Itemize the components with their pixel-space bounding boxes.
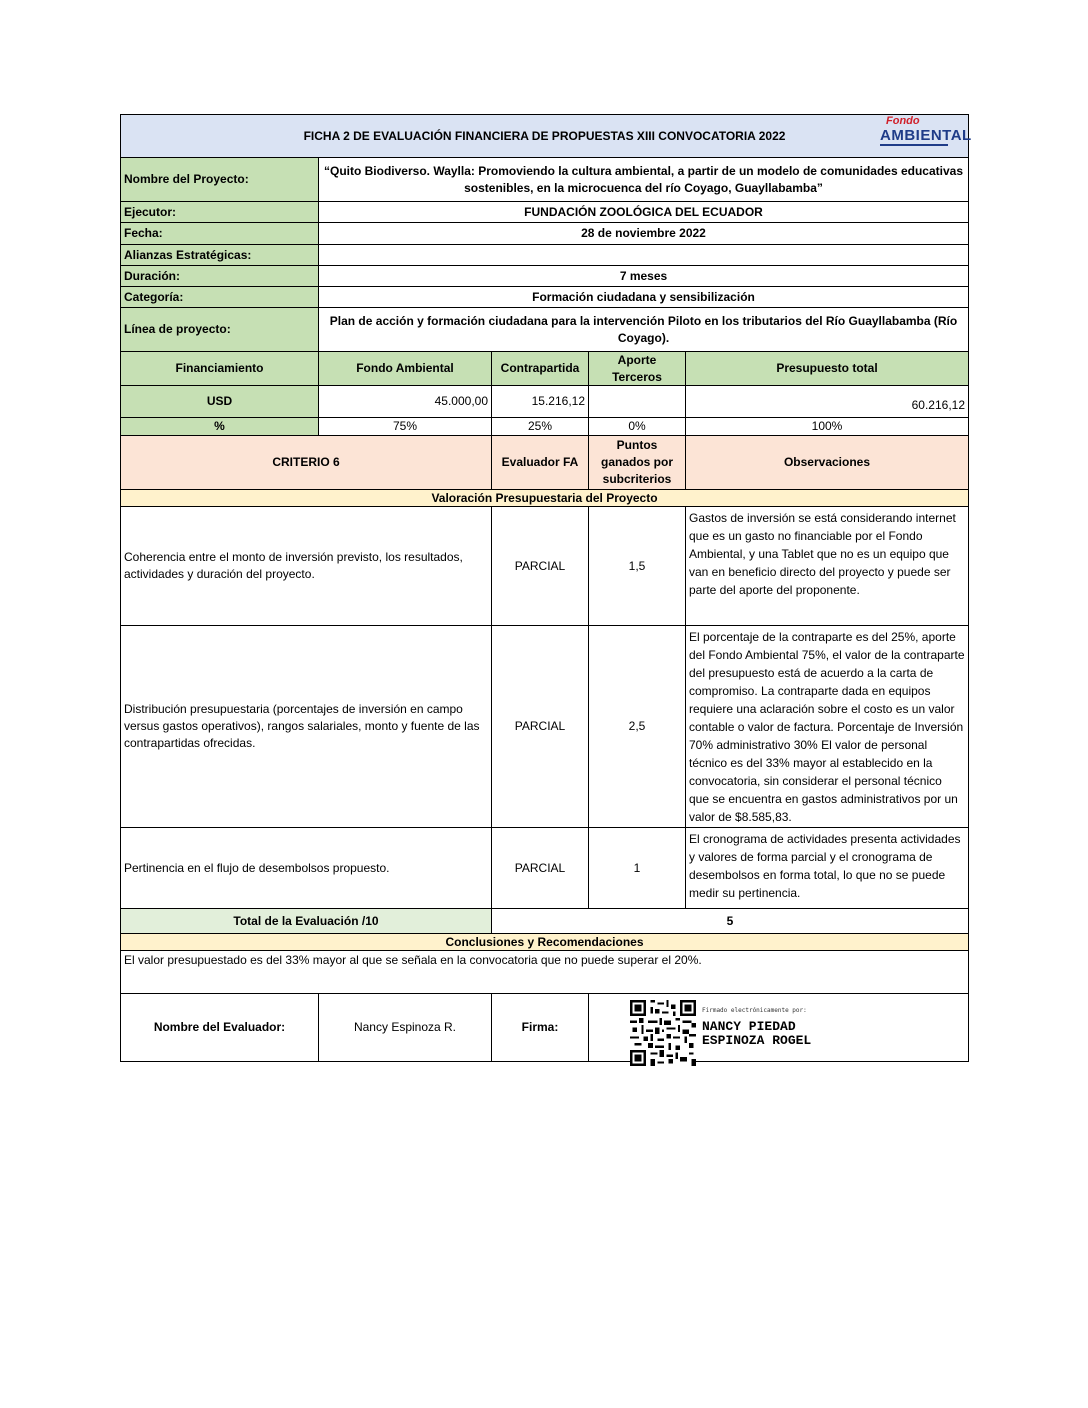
linea-label: Línea de proyecto: [120, 307, 319, 352]
usd-fondo: 45.000,00 [318, 385, 492, 418]
conclusiones-text: El valor presupuestado es del 33% mayor al que se señala en la convocatoria que no puede superar el 20%. [120, 950, 969, 994]
criterio-row-3-desc: Pertinencia en el flujo de desembolsos propuesto. [120, 827, 492, 909]
criterio-header: CRITERIO 6 [120, 435, 492, 490]
usd-terceros [588, 385, 686, 418]
total-label: Total de la Evaluación /10 [120, 908, 492, 934]
qr-code-icon [630, 1000, 696, 1066]
sheet-title-text: FICHA 2 DE EVALUACIÓN FINANCIERA DE PROPUESTAS XIII CONVOCATORIA 2022 [303, 128, 786, 143]
criterio-row-2-eval: PARCIAL [491, 625, 589, 828]
criterio-row-1-desc: Coherencia entre el monto de inversión previsto, los resultados, actividades y duración del proyecto. [120, 506, 492, 626]
fecha-value: 28 de noviembre 2022 [318, 222, 969, 245]
duracion-value: 7 meses [318, 265, 969, 287]
criterio-row-2-obs: El porcentaje de la contraparte es del 25%, aporte del Fondo Ambiental 75%, el valor de la contraparte del presupuesto está de acuerdo a la carta de compromiso. La contraparte dada en equipos requiere una aclaración sobre el costo es un valor contable o valor de factura. Porcentaje de Inversión 70% administrativo 30% El valor de personal técnico es del 33% mayor al establecido en la convocatoria, sin considerar el personal técnico que se encuentra en gastos administrativos por un valor de $8.585,83. [685, 625, 969, 828]
pct-contrapartida: 25% [491, 417, 589, 436]
fin-header-fondo: Fondo Ambiental [318, 351, 492, 386]
evaluador-name: Nancy Espinoza R. [318, 993, 492, 1062]
usd-label: USD [120, 385, 319, 418]
valoracion-section-header: Valoración Presupuestaria del Proyecto [120, 489, 969, 507]
criterio-row-2-desc: Distribución presupuestaria (porcentajes de inversión en campo versus gastos operativos), rangos salariales, monto y fuente de las contrapartidas ofrecidas. [120, 625, 492, 828]
pct-terceros: 0% [588, 417, 686, 436]
electronic-signature [630, 1000, 870, 1070]
logo-bar [880, 144, 948, 146]
fondo-ambiental-logo [880, 115, 972, 150]
usd-total: 60.216,12 [685, 385, 969, 418]
signer-name: NANCY PIEDAD ESPINOZA ROGEL [702, 1019, 812, 1048]
fin-header-contrapartida: Contrapartida [491, 351, 589, 386]
criterio-row-1-obs: Gastos de inversión se está considerando internet que es un gasto no financiable por el Fondo Ambiental, y una Tablet que no es un equipo que van en beneficio directo del proyecto y puede ser parte del aporte del proponente. [685, 506, 969, 626]
puntos-header: Puntos ganados por subcriterios [588, 435, 686, 490]
criterio-row-3-score: 1 [588, 827, 686, 909]
pct-label: % [120, 417, 319, 436]
signed-by-caption: Firmado electrónicamente por: [702, 1007, 807, 1014]
pct-fondo: 75% [318, 417, 492, 436]
evaluador-label: Nombre del Evaluador: [120, 993, 319, 1062]
categoria-label: Categoría: [120, 286, 319, 308]
logo-line2: AMBIENTAL [880, 127, 972, 144]
fin-header-total: Presupuesto total [685, 351, 969, 386]
linea-value: Plan de acción y formación ciudadana para la intervención Piloto en los tributarios del Río Guayllabamba (Río Coyago). [318, 307, 969, 352]
criterio-row-1-score: 1,5 [588, 506, 686, 626]
alianzas-label: Alianzas Estratégicas: [120, 244, 319, 266]
firma-label: Firma: [491, 993, 589, 1062]
fin-header-financiamiento: Financiamiento [120, 351, 319, 386]
criterio-row-3-obs: El cronograma de actividades presenta actividades y valores de forma parcial y el cronograma de desembolsos en forma total, lo que no se puede medir su pertinencia. [685, 827, 969, 909]
fecha-label: Fecha: [120, 222, 319, 245]
alianzas-value [318, 244, 969, 266]
fin-header-terceros: Aporte Terceros [588, 351, 686, 386]
conclusiones-header: Conclusiones y Recomendaciones [120, 933, 969, 951]
criterio-row-2-score: 2,5 [588, 625, 686, 828]
observaciones-header: Observaciones [685, 435, 969, 490]
categoria-value: Formación ciudadana y sensibilización [318, 286, 969, 308]
logo-line1: Fondo [886, 115, 920, 127]
duracion-label: Duración: [120, 265, 319, 287]
criterio-row-3-eval: PARCIAL [491, 827, 589, 909]
ejecutor-label: Ejecutor: [120, 201, 319, 223]
evaluador-header: Evaluador FA [491, 435, 589, 490]
proyecto-label: Nombre del Proyecto: [120, 157, 319, 202]
proyecto-value: “Quito Biodiverso. Waylla: Promoviendo la cultura ambiental, a partir de un modelo de comunidades educativas sostenibles, en la microcuenca del río Coyago, Guayllabamba” [318, 157, 969, 202]
usd-contrapartida: 15.216,12 [491, 385, 589, 418]
total-value: 5 [491, 908, 969, 934]
ejecutor-value: FUNDACIÓN ZOOLÓGICA DEL ECUADOR [318, 201, 969, 223]
criterio-row-1-eval: PARCIAL [491, 506, 589, 626]
sheet-title [120, 114, 969, 158]
evaluation-sheet [120, 114, 972, 1062]
pct-total: 100% [685, 417, 969, 436]
